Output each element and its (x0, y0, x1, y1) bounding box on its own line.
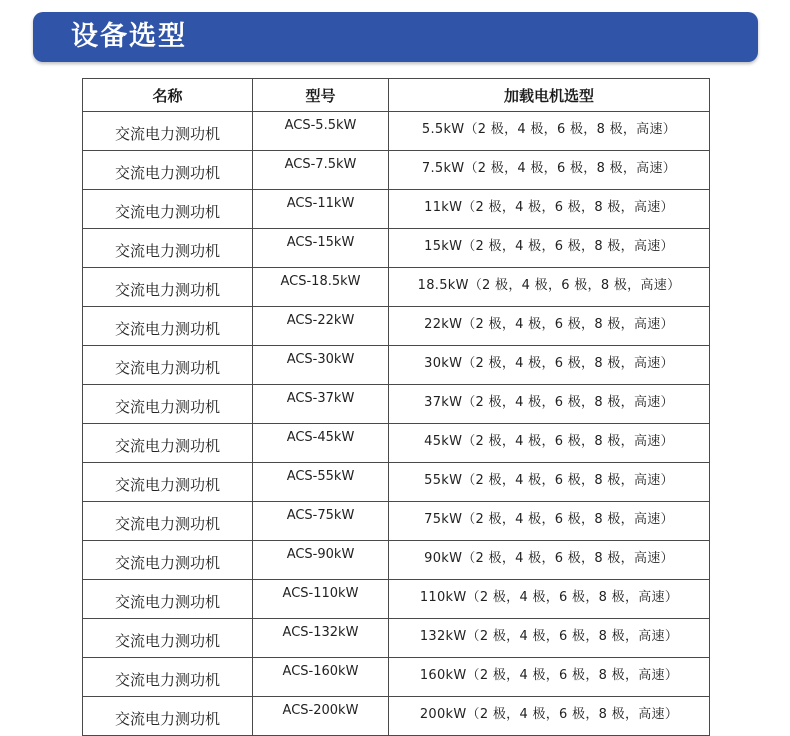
header-name: 名称 (83, 79, 253, 112)
section-banner (33, 12, 758, 62)
equipment-selection-table (82, 78, 710, 736)
table-header-row (83, 79, 710, 112)
table-row (83, 307, 710, 346)
cell-name: 交流电力测功机 (83, 151, 253, 190)
cell-name: 交流电力测功机 (83, 463, 253, 502)
cell-model: ACS-11kW (253, 190, 389, 229)
cell-model: ACS-75kW (253, 502, 389, 541)
cell-model: ACS-18.5kW (253, 268, 389, 307)
cell-model: ACS-15kW (253, 229, 389, 268)
cell-model: ACS-90kW (253, 541, 389, 580)
cell-model: ACS-55kW (253, 463, 389, 502)
cell-name: 交流电力测功机 (83, 190, 253, 229)
cell-model: ACS-110kW (253, 580, 389, 619)
table-row (83, 463, 710, 502)
cell-load-motor: 200kW（2 极，4 极，6 极，8 极，高速） (389, 697, 710, 736)
header-load-motor: 加载电机选型 (389, 79, 710, 112)
cell-load-motor: 30kW（2 极，4 极，6 极，8 极，高速） (389, 346, 710, 385)
cell-name: 交流电力测功机 (83, 697, 253, 736)
table-row (83, 580, 710, 619)
cell-model: ACS-22kW (253, 307, 389, 346)
cell-name: 交流电力测功机 (83, 502, 253, 541)
cell-name: 交流电力测功机 (83, 541, 253, 580)
table-row (83, 619, 710, 658)
cell-model: ACS-160kW (253, 658, 389, 697)
table-row (83, 424, 710, 463)
cell-name: 交流电力测功机 (83, 229, 253, 268)
table-row (83, 112, 710, 151)
cell-model: ACS-200kW (253, 697, 389, 736)
cell-name: 交流电力测功机 (83, 658, 253, 697)
table-row (83, 502, 710, 541)
cell-name: 交流电力测功机 (83, 268, 253, 307)
table-row (83, 268, 710, 307)
cell-load-motor: 11kW（2 极，4 极，6 极，8 极，高速） (389, 190, 710, 229)
cell-load-motor: 22kW（2 极，4 极，6 极，8 极，高速） (389, 307, 710, 346)
cell-model: ACS-5.5kW (253, 112, 389, 151)
cell-load-motor: 55kW（2 极，4 极，6 极，8 极，高速） (389, 463, 710, 502)
section-title: 设备选型 (71, 21, 187, 52)
cell-load-motor: 7.5kW（2 极，4 极，6 极，8 极，高速） (389, 151, 710, 190)
table-row (83, 697, 710, 736)
cell-model: ACS-132kW (253, 619, 389, 658)
table-row (83, 229, 710, 268)
cell-name: 交流电力测功机 (83, 385, 253, 424)
cell-name: 交流电力测功机 (83, 580, 253, 619)
cell-name: 交流电力测功机 (83, 346, 253, 385)
cell-load-motor: 45kW（2 极，4 极，6 极，8 极，高速） (389, 424, 710, 463)
table-row (83, 346, 710, 385)
table-body (83, 112, 710, 736)
cell-model: ACS-7.5kW (253, 151, 389, 190)
cell-name: 交流电力测功机 (83, 619, 253, 658)
cell-load-motor: 15kW（2 极，4 极，6 极，8 极，高速） (389, 229, 710, 268)
cell-load-motor: 37kW（2 极，4 极，6 极，8 极，高速） (389, 385, 710, 424)
cell-load-motor: 160kW（2 极，4 极，6 极，8 极，高速） (389, 658, 710, 697)
cell-name: 交流电力测功机 (83, 424, 253, 463)
table-row (83, 385, 710, 424)
cell-model: ACS-37kW (253, 385, 389, 424)
cell-load-motor: 18.5kW（2 极，4 极，6 极，8 极，高速） (389, 268, 710, 307)
table-row (83, 190, 710, 229)
cell-name: 交流电力测功机 (83, 307, 253, 346)
cell-name: 交流电力测功机 (83, 112, 253, 151)
cell-model: ACS-30kW (253, 346, 389, 385)
header-model: 型号 (253, 79, 389, 112)
table-row (83, 541, 710, 580)
table-row (83, 658, 710, 697)
cell-load-motor: 5.5kW（2 极，4 极，6 极，8 极，高速） (389, 112, 710, 151)
cell-load-motor: 132kW（2 极，4 极，6 极，8 极，高速） (389, 619, 710, 658)
cell-load-motor: 90kW（2 极，4 极，6 极，8 极，高速） (389, 541, 710, 580)
cell-model: ACS-45kW (253, 424, 389, 463)
table-row (83, 151, 710, 190)
cell-load-motor: 75kW（2 极，4 极，6 极，8 极，高速） (389, 502, 710, 541)
cell-load-motor: 110kW（2 极，4 极，6 极，8 极，高速） (389, 580, 710, 619)
